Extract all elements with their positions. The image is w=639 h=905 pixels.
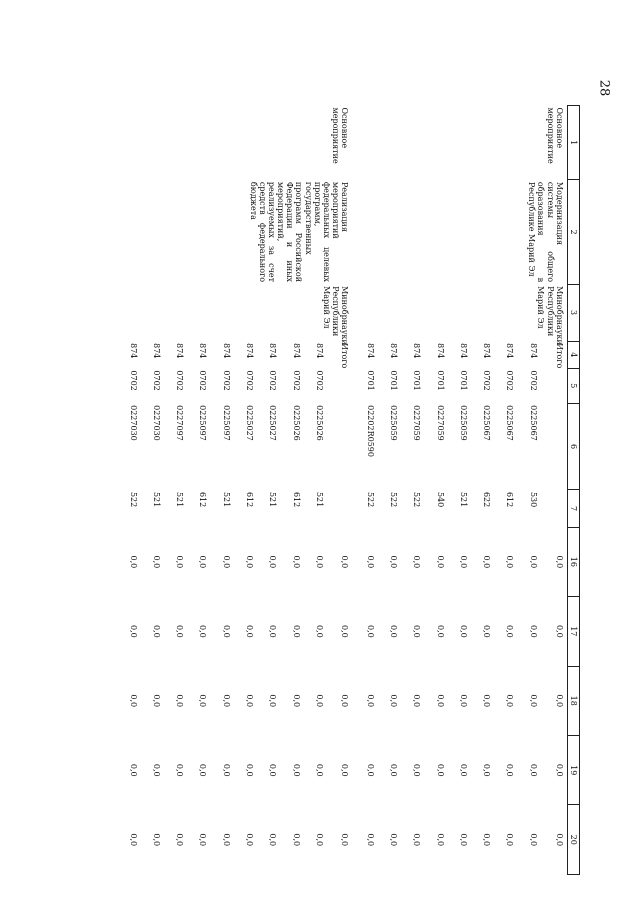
expense-value: 0,0 [245, 763, 255, 777]
target-article-code: 0225026 [314, 405, 324, 441]
expense-value: 0,0 [528, 833, 538, 847]
expense-value: 0,0 [198, 624, 208, 638]
expense-value: 0,0 [221, 694, 231, 708]
expense-value: 0,0 [128, 624, 138, 638]
target-article-code: 0227059 [435, 405, 445, 441]
expense-type-code: 522 [389, 491, 399, 508]
expense-value: 0,0 [268, 763, 278, 777]
target-article-code: 0227059 [412, 405, 422, 441]
expense-value: 0,0 [128, 763, 138, 777]
grbs-code: 874 [505, 343, 515, 359]
grbs-code: 874 [245, 343, 255, 359]
grbs-code: 874 [458, 343, 468, 359]
expense-value: 0,0 [175, 763, 185, 777]
expense-type-code: 612 [245, 491, 255, 508]
expense-value: 0,0 [128, 555, 138, 569]
section-code: 0701 [458, 370, 468, 391]
expense-value: 0,0 [505, 624, 515, 638]
target-article-code: 0227030 [151, 405, 161, 441]
expense-value: 0,0 [221, 555, 231, 569]
grbs-code: 874 [482, 343, 492, 359]
grbs-code: 874 [291, 343, 301, 359]
section-code: 0702 [482, 370, 492, 391]
expense-value: 0,0 [175, 694, 185, 708]
header-cell: 18 [567, 666, 579, 735]
section-code: 0702 [528, 370, 538, 391]
itogo-value: 0,0 [340, 555, 350, 569]
itogo-value: 0,0 [554, 763, 564, 777]
expense-value: 0,0 [435, 555, 445, 569]
header-cell: 17 [567, 597, 579, 666]
header-cell: 2 [567, 180, 579, 284]
expense-value: 0,0 [458, 624, 468, 638]
expense-value: 0,0 [412, 555, 422, 569]
target-article-code: 0225027 [245, 405, 255, 441]
expense-value: 0,0 [412, 763, 422, 777]
expense-value: 0,0 [314, 624, 324, 638]
expense-value: 0,0 [528, 555, 538, 569]
expense-value: 0,0 [389, 624, 399, 638]
expense-value: 0,0 [528, 624, 538, 638]
expense-value: 0,0 [528, 763, 538, 777]
expense-value: 0,0 [268, 833, 278, 847]
itogo-value: 0,0 [340, 624, 350, 638]
expense-value: 0,0 [291, 833, 301, 847]
section-code: 0702 [505, 370, 515, 391]
expense-value: 0,0 [175, 624, 185, 638]
header-row [567, 106, 579, 875]
expense-value: 0,0 [528, 694, 538, 708]
expense-value: 0,0 [291, 555, 301, 569]
expense-value: 0,0 [198, 555, 208, 569]
itogo-value: 0,0 [340, 833, 350, 847]
expense-value: 0,0 [221, 763, 231, 777]
expense-value: 0,0 [458, 555, 468, 569]
expense-value: 0,0 [505, 763, 515, 777]
expense-value: 0,0 [268, 694, 278, 708]
expense-value: 0,0 [482, 555, 492, 569]
expense-value: 0,0 [151, 833, 161, 847]
expense-value: 0,0 [245, 694, 255, 708]
expense-type-code: 612 [505, 491, 515, 508]
expense-value: 0,0 [482, 763, 492, 777]
expense-value: 0,0 [175, 555, 185, 569]
section-code: 0701 [435, 370, 445, 391]
itogo-label: Итого [340, 343, 350, 369]
expense-value: 0,0 [291, 763, 301, 777]
section-code: 0702 [268, 370, 278, 391]
expense-value: 0,0 [482, 833, 492, 847]
grbs-code: 874 [389, 343, 399, 359]
grbs-code: 874 [151, 343, 161, 359]
target-article-code: 0225067 [482, 405, 492, 441]
grbs-code: 874 [314, 343, 324, 359]
expense-type-code: 522 [412, 491, 422, 508]
header-cell: 20 [567, 805, 579, 875]
grbs-code: 874 [221, 343, 231, 359]
expense-value: 0,0 [482, 624, 492, 638]
section-code: 0701 [412, 370, 422, 391]
expense-value: 0,0 [412, 694, 422, 708]
budget-table [115, 105, 580, 875]
expense-value: 0,0 [268, 555, 278, 569]
target-article-code: 0225067 [505, 405, 515, 441]
expense-value: 0,0 [291, 624, 301, 638]
section-code: 0702 [175, 370, 185, 391]
header-cell: 5 [567, 368, 579, 403]
expense-value: 0,0 [128, 833, 138, 847]
itogo-value: 0,0 [554, 694, 564, 708]
target-article-code: 0225097 [198, 405, 208, 441]
target-article-code: 0225026 [291, 405, 301, 441]
section-code: 0702 [198, 370, 208, 391]
expense-type-code: 521 [458, 491, 468, 508]
expense-value: 0,0 [458, 694, 468, 708]
responsible-executor: Минобрнауки Республики Марий Эл [536, 286, 564, 345]
grbs-code: 874 [365, 343, 375, 359]
expense-value: 0,0 [198, 694, 208, 708]
page-number: 28 [596, 79, 612, 97]
expense-type-code: 522 [365, 491, 375, 508]
itogo-row [539, 106, 568, 875]
expense-type-code: 521 [314, 491, 324, 508]
expense-value: 0,0 [412, 833, 422, 847]
expense-value: 0,0 [389, 694, 399, 708]
section-code: 0701 [389, 370, 399, 391]
expense-value: 0,0 [151, 694, 161, 708]
grbs-code: 874 [128, 343, 138, 359]
header-cell: 7 [567, 490, 579, 527]
expense-type-code: 622 [482, 491, 492, 508]
event-type: Основное мероприятие [545, 107, 564, 164]
expense-value: 0,0 [505, 555, 515, 569]
target-article-code: 0225059 [458, 405, 468, 441]
expense-type-code: 612 [291, 491, 301, 508]
grbs-code: 874 [412, 343, 422, 359]
expense-value: 0,0 [365, 694, 375, 708]
expense-value: 0,0 [458, 833, 468, 847]
expense-value: 0,0 [365, 763, 375, 777]
expense-value: 0,0 [389, 763, 399, 777]
expense-value: 0,0 [435, 624, 445, 638]
expense-value: 0,0 [412, 624, 422, 638]
section-code: 0702 [128, 370, 138, 391]
expense-value: 0,0 [198, 763, 208, 777]
header-cell: 16 [567, 527, 579, 596]
expense-value: 0,0 [198, 833, 208, 847]
target-article-code: 0225097 [221, 405, 231, 441]
expense-value: 0,0 [314, 555, 324, 569]
expense-type-code: 522 [128, 491, 138, 508]
section-code: 0702 [221, 370, 231, 391]
expense-value: 0,0 [505, 694, 515, 708]
section-code: 0702 [314, 370, 324, 391]
expense-value: 0,0 [314, 763, 324, 777]
itogo-value: 0,0 [554, 624, 564, 638]
itogo-value: 0,0 [554, 555, 564, 569]
expense-value: 0,0 [221, 833, 231, 847]
target-article-code: 0225067 [528, 405, 538, 441]
table-body [115, 106, 567, 875]
itogo-value: 0,0 [340, 694, 350, 708]
expense-type-code: 521 [175, 491, 185, 508]
expense-type-code: 530 [528, 491, 538, 508]
event-description: Реализация мероприятий федеральных целевых программ, государственных программ Российской Федерации и иных мероприятий, реализуемых за счет средств федерального бюджета [248, 181, 350, 283]
section-code: 0702 [291, 370, 301, 391]
expense-value: 0,0 [389, 833, 399, 847]
expense-value: 0,0 [245, 555, 255, 569]
expense-value: 0,0 [245, 833, 255, 847]
section-code: 0702 [245, 370, 255, 391]
section-code: 0701 [365, 370, 375, 391]
expense-type-code: 540 [435, 491, 445, 508]
expense-type-code: 612 [198, 491, 208, 508]
itogo-label: Итого [554, 343, 564, 369]
itogo-value: 0,0 [554, 833, 564, 847]
target-article-code: 0225027 [268, 405, 278, 441]
expense-value: 0,0 [365, 624, 375, 638]
expense-value: 0,0 [482, 694, 492, 708]
itogo-value: 0,0 [340, 763, 350, 777]
budget-table-container [115, 105, 580, 875]
expense-value: 0,0 [458, 763, 468, 777]
responsible-executor: Минобрнауки Республики Марий Эл [322, 286, 350, 345]
expense-value: 0,0 [314, 694, 324, 708]
expense-value: 0,0 [435, 833, 445, 847]
grbs-code: 874 [435, 343, 445, 359]
expense-value: 0,0 [151, 763, 161, 777]
expense-value: 0,0 [505, 833, 515, 847]
header-cell: 1 [567, 106, 579, 180]
expense-value: 0,0 [314, 833, 324, 847]
header-cell: 6 [567, 403, 579, 490]
section-code: 0702 [151, 370, 161, 391]
expense-value: 0,0 [245, 624, 255, 638]
grbs-code: 874 [528, 343, 538, 359]
target-article-code: 02202R0590 [365, 405, 375, 457]
expense-value: 0,0 [291, 694, 301, 708]
itogo-row [325, 106, 352, 875]
expense-value: 0,0 [365, 833, 375, 847]
expense-value: 0,0 [435, 694, 445, 708]
expense-value: 0,0 [128, 694, 138, 708]
expense-type-code: 521 [221, 491, 231, 508]
event-type: Основное мероприятие [331, 107, 350, 164]
expense-type-code: 521 [151, 491, 161, 508]
event-description: Модернизация системы общего образования в Республике Марий Эл [527, 181, 564, 283]
expense-type-code: 521 [268, 491, 278, 508]
grbs-code: 874 [198, 343, 208, 359]
expense-value: 0,0 [175, 833, 185, 847]
expense-value: 0,0 [151, 624, 161, 638]
expense-value: 0,0 [365, 555, 375, 569]
expense-value: 0,0 [389, 555, 399, 569]
expense-value: 0,0 [221, 624, 231, 638]
target-article-code: 0227030 [128, 405, 138, 441]
header-cell: 19 [567, 736, 579, 805]
expense-value: 0,0 [151, 555, 161, 569]
header-cell: 3 [567, 284, 579, 341]
grbs-code: 874 [268, 343, 278, 359]
target-article-code: 0225059 [389, 405, 399, 441]
grbs-code: 874 [175, 343, 185, 359]
header-cell: 4 [567, 341, 579, 368]
target-article-code: 0227097 [175, 405, 185, 441]
expense-value: 0,0 [435, 763, 445, 777]
expense-value: 0,0 [268, 624, 278, 638]
